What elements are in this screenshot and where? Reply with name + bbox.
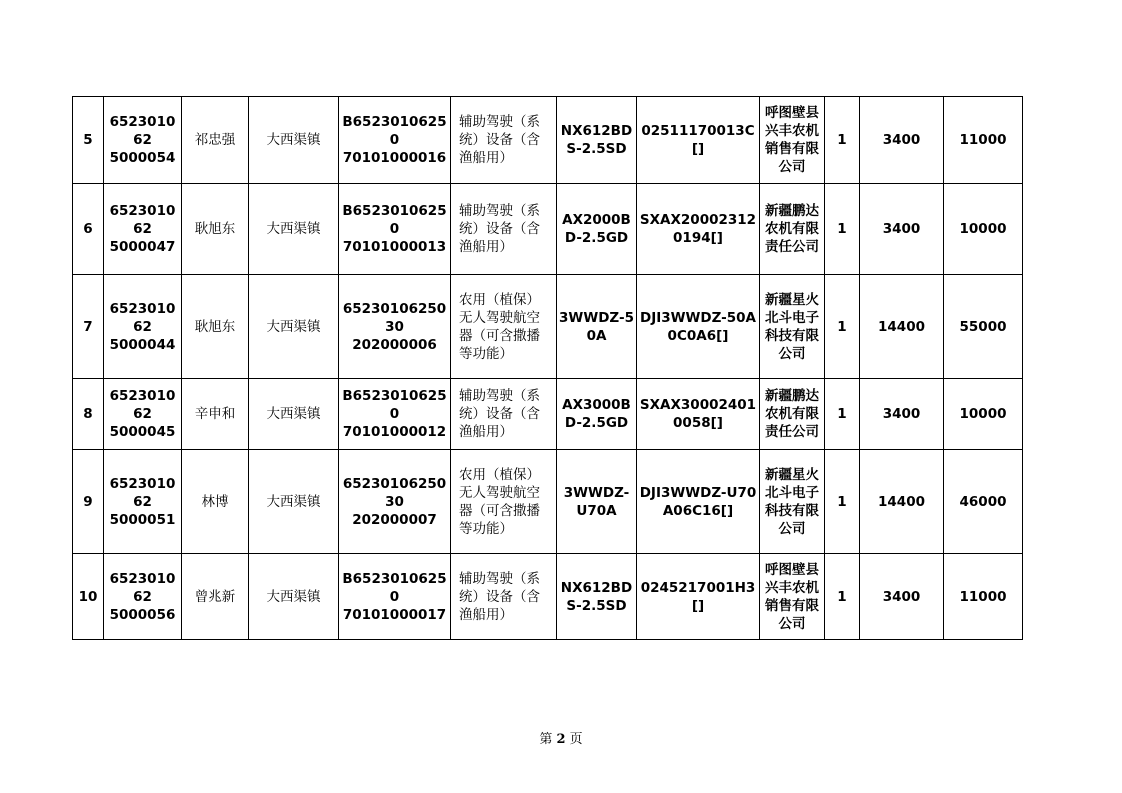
subsidy-amount: 14400 (860, 275, 944, 379)
application-id: 652301062 5000054 (104, 97, 182, 184)
table-row (73, 450, 1023, 554)
row-number: 6 (73, 184, 104, 275)
machine-category: 辅助驾驶（系统）设备（含渔船用） (451, 97, 557, 184)
dealer-name: 新疆鹏达农机有限责任公司 (760, 379, 825, 450)
machine-model: NX612BDS-2.5SD (557, 97, 637, 184)
certificate-code: B65230106250 70101000012 (339, 379, 451, 450)
township: 大西渠镇 (249, 379, 339, 450)
table-row (73, 554, 1023, 640)
buyer-name: 祁忠强 (182, 97, 249, 184)
dealer-name: 新疆星火北斗电子科技有限公司 (760, 275, 825, 379)
application-id: 652301062 5000051 (104, 450, 182, 554)
page-number: 2 (556, 732, 566, 747)
machine-category: 农用（植保）无人驾驶航空器（可含撒播等功能） (451, 275, 557, 379)
certificate-code: 6523010625030 202000006 (339, 275, 451, 379)
sale-price: 46000 (944, 450, 1023, 554)
machine-category: 农用（植保）无人驾驶航空器（可含撒播等功能） (451, 450, 557, 554)
machine-category: 辅助驾驶（系统）设备（含渔船用） (451, 379, 557, 450)
records-table (72, 96, 1023, 640)
quantity: 1 (825, 379, 860, 450)
buyer-name: 耿旭东 (182, 275, 249, 379)
buyer-name: 耿旭东 (182, 184, 249, 275)
buyer-name: 曾兆新 (182, 554, 249, 640)
serial-number: DJI3WWDZ-50A0C0A6[] (637, 275, 760, 379)
row-number: 5 (73, 97, 104, 184)
certificate-code: B65230106250 70101000016 (339, 97, 451, 184)
serial-number: 0245217001H3[] (637, 554, 760, 640)
machine-model: AX3000BD-2.5GD (557, 379, 637, 450)
township: 大西渠镇 (249, 184, 339, 275)
serial-number: 02511170013C[] (637, 97, 760, 184)
dealer-name: 呼图壁县兴丰农机销售有限公司 (760, 97, 825, 184)
serial-number: SXAX300024010058[] (637, 379, 760, 450)
subsidy-amount: 3400 (860, 97, 944, 184)
sale-price: 11000 (944, 97, 1023, 184)
machine-category: 辅助驾驶（系统）设备（含渔船用） (451, 554, 557, 640)
quantity: 1 (825, 184, 860, 275)
quantity: 1 (825, 275, 860, 379)
application-id: 652301062 5000044 (104, 275, 182, 379)
row-number: 9 (73, 450, 104, 554)
machine-model: AX2000BD-2.5GD (557, 184, 637, 275)
sale-price: 10000 (944, 379, 1023, 450)
quantity: 1 (825, 554, 860, 640)
footer-prefix: 第 (539, 732, 553, 747)
subsidy-amount: 14400 (860, 450, 944, 554)
dealer-name: 新疆鹏达农机有限责任公司 (760, 184, 825, 275)
page-footer (0, 728, 1122, 747)
quantity: 1 (825, 97, 860, 184)
sale-price: 11000 (944, 554, 1023, 640)
table-row (73, 184, 1023, 275)
subsidy-amount: 3400 (860, 379, 944, 450)
machine-category: 辅助驾驶（系统）设备（含渔船用） (451, 184, 557, 275)
quantity: 1 (825, 450, 860, 554)
table-body (73, 97, 1023, 640)
row-number: 10 (73, 554, 104, 640)
township: 大西渠镇 (249, 554, 339, 640)
row-number: 8 (73, 379, 104, 450)
dealer-name: 呼图壁县兴丰农机销售有限公司 (760, 554, 825, 640)
machine-model: 3WWDZ-U70A (557, 450, 637, 554)
certificate-code: B65230106250 70101000013 (339, 184, 451, 275)
certificate-code: 6523010625030 202000007 (339, 450, 451, 554)
serial-number: DJI3WWDZ-U70A06C16[] (637, 450, 760, 554)
application-id: 652301062 5000056 (104, 554, 182, 640)
table-row (73, 379, 1023, 450)
sale-price: 10000 (944, 184, 1023, 275)
township: 大西渠镇 (249, 450, 339, 554)
buyer-name: 辛申和 (182, 379, 249, 450)
serial-number: SXAX200023120194[] (637, 184, 760, 275)
table-row (73, 275, 1023, 379)
certificate-code: B65230106250 70101000017 (339, 554, 451, 640)
application-id: 652301062 5000045 (104, 379, 182, 450)
dealer-name: 新疆星火北斗电子科技有限公司 (760, 450, 825, 554)
table-row (73, 97, 1023, 184)
township: 大西渠镇 (249, 275, 339, 379)
row-number: 7 (73, 275, 104, 379)
machine-model: NX612BDS-2.5SD (557, 554, 637, 640)
machine-model: 3WWDZ-50A (557, 275, 637, 379)
buyer-name: 林博 (182, 450, 249, 554)
subsidy-amount: 3400 (860, 184, 944, 275)
footer-suffix: 页 (569, 732, 583, 747)
township: 大西渠镇 (249, 97, 339, 184)
sale-price: 55000 (944, 275, 1023, 379)
application-id: 652301062 5000047 (104, 184, 182, 275)
subsidy-amount: 3400 (860, 554, 944, 640)
